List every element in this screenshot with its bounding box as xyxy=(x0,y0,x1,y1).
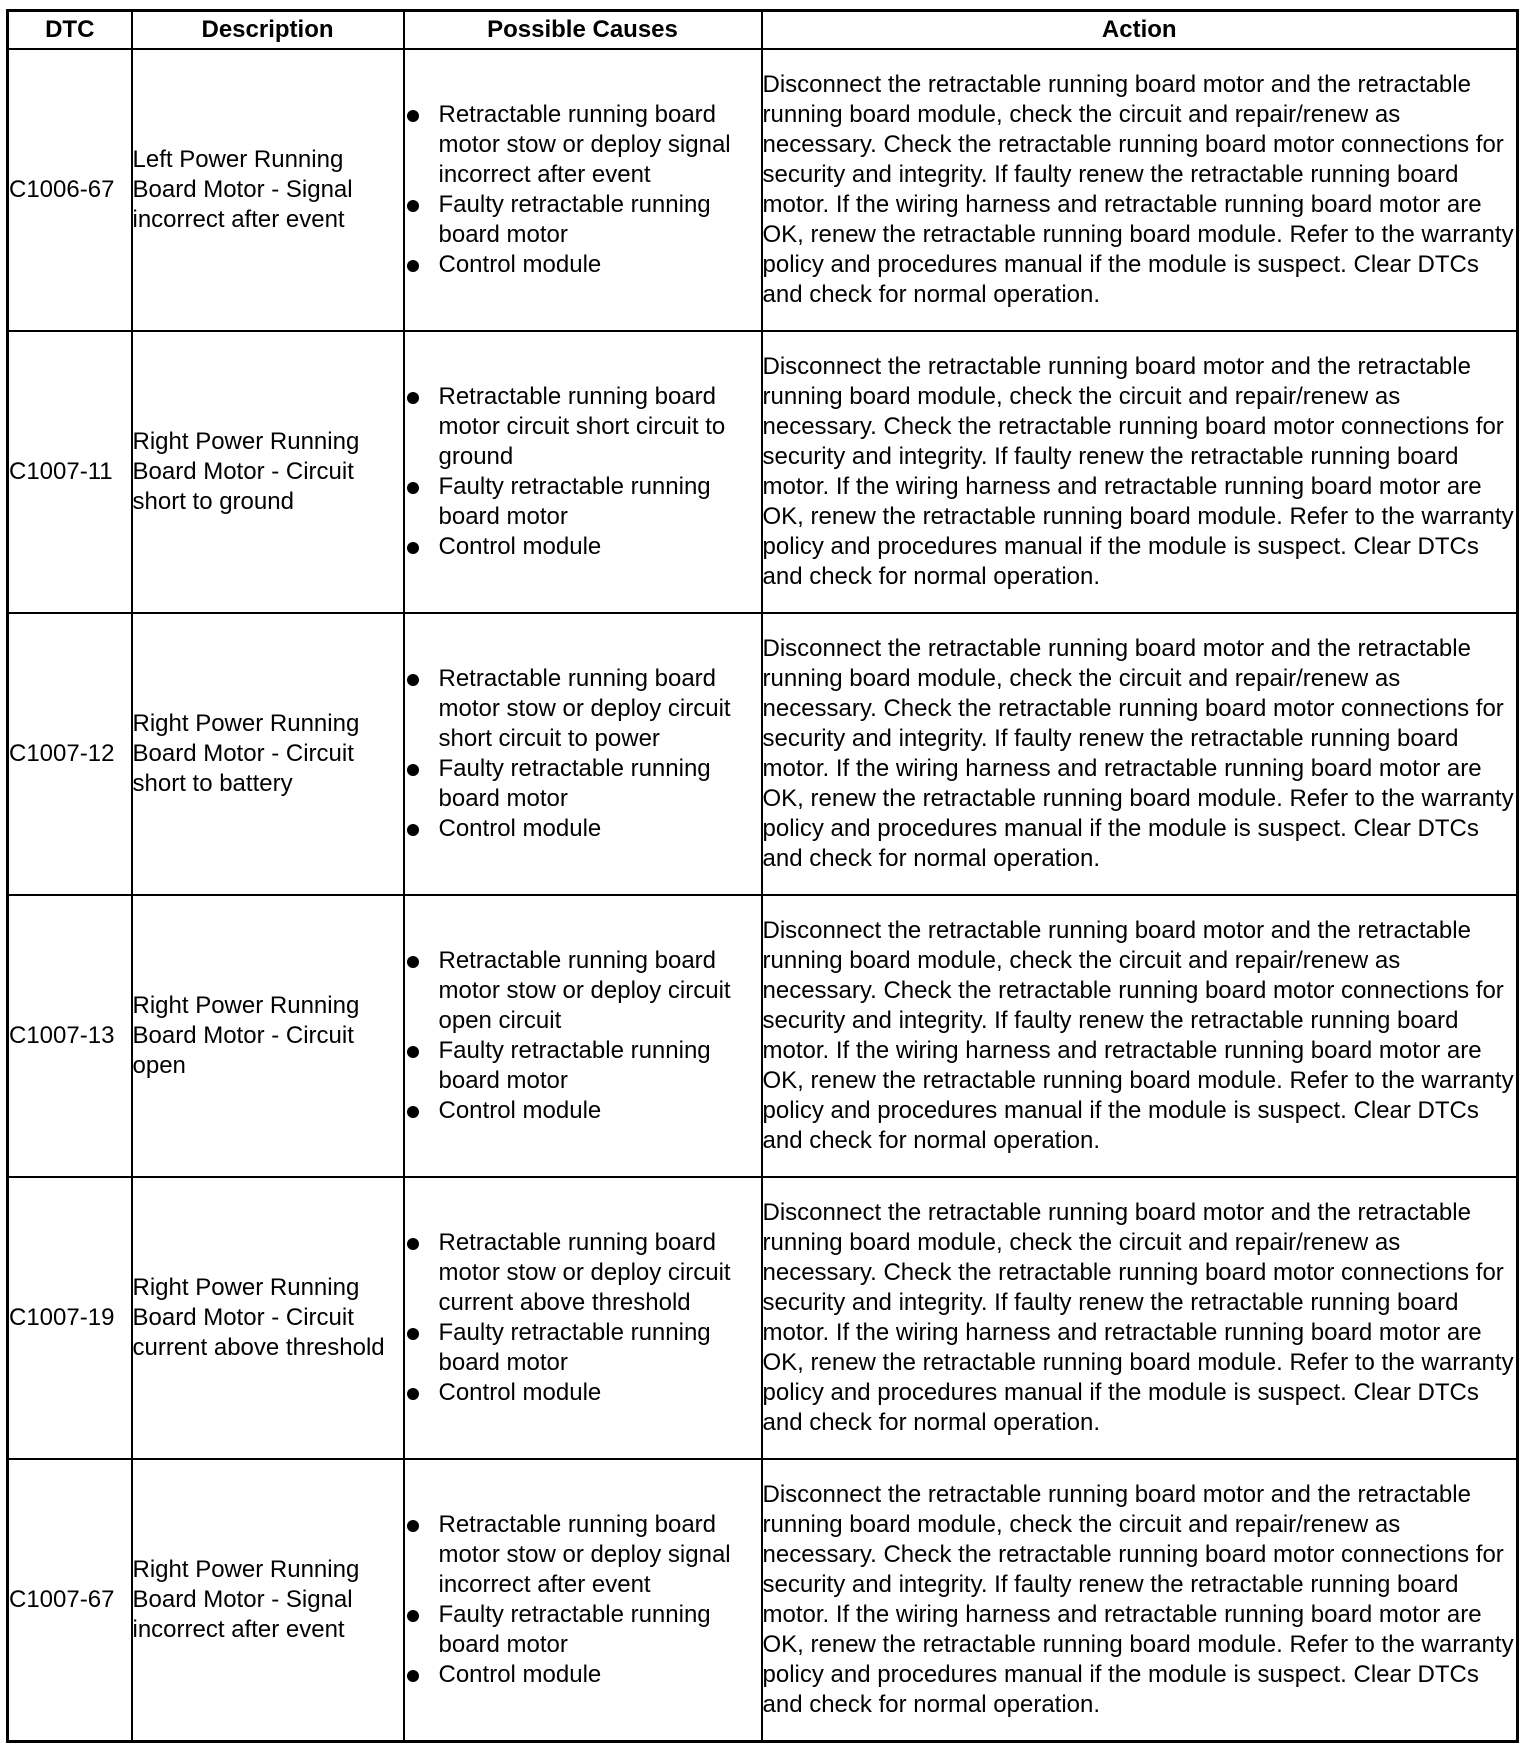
cause-item xyxy=(405,1096,761,1126)
table-row xyxy=(8,1459,1518,1742)
dtc-description: Right Power Running Board Motor - Circuit short to battery xyxy=(132,613,404,895)
cause-text: Retractable running board motor circuit short circuit to ground xyxy=(438,383,726,470)
dtc-code: C1007-19 xyxy=(8,1177,132,1459)
possible-causes xyxy=(404,613,762,895)
dtc-table xyxy=(6,9,1519,1743)
bullet-icon xyxy=(407,392,419,404)
header-action: Action xyxy=(762,11,1518,50)
dtc-description: Right Power Running Board Motor - Signal incorrect after event xyxy=(132,1459,404,1742)
header-dtc: DTC xyxy=(8,11,132,50)
bullet-icon xyxy=(407,542,419,554)
possible-causes xyxy=(404,1459,762,1742)
header-description: Description xyxy=(132,11,404,50)
cause-item xyxy=(405,814,761,844)
header-row xyxy=(8,11,1518,50)
action-text: Disconnect the retractable running board motor and the retractable running board module, check the circuit and repair/renew as necessary. Check the retractable running board motor connections for security and integrity. If faulty renew the retractable running board motor. If the wiring harness and retractable running board motor are OK, renew the retractable running board module. Refer to the warranty policy and procedures manual if the module is suspect. Clear DTCs and check for normal operation. xyxy=(762,1459,1518,1742)
causes-list xyxy=(405,382,761,562)
table-row xyxy=(8,331,1518,613)
dtc-description: Right Power Running Board Motor - Circuit current above threshold xyxy=(132,1177,404,1459)
dtc-code: C1007-11 xyxy=(8,331,132,613)
cause-text: Retractable running board motor stow or deploy signal incorrect after event xyxy=(438,1511,731,1598)
cause-text: Faulty retractable running board motor xyxy=(438,1319,711,1376)
cause-text: Control module xyxy=(438,1097,602,1124)
cause-item xyxy=(405,1660,761,1690)
causes-list xyxy=(405,1510,761,1690)
action-text: Disconnect the retractable running board motor and the retractable running board module, check the circuit and repair/renew as necessary. Check the retractable running board motor connections for security and integrity. If faulty renew the retractable running board motor. If the wiring harness and retractable running board motor are OK, renew the retractable running board module. Refer to the warranty policy and procedures manual if the module is suspect. Clear DTCs and check for normal operation. xyxy=(762,895,1518,1177)
cause-text: Control module xyxy=(438,533,602,560)
cause-item xyxy=(405,1318,761,1378)
cause-text: Retractable running board motor stow or deploy signal incorrect after event xyxy=(438,101,731,188)
dtc-description: Right Power Running Board Motor - Circuit short to ground xyxy=(132,331,404,613)
dtc-code: C1007-13 xyxy=(8,895,132,1177)
bullet-icon xyxy=(407,1610,419,1622)
cause-item xyxy=(405,1228,761,1318)
dtc-description: Left Power Running Board Motor - Signal incorrect after event xyxy=(132,49,404,331)
causes-list xyxy=(405,946,761,1126)
possible-causes xyxy=(404,49,762,331)
cause-item xyxy=(405,472,761,532)
cause-text: Control module xyxy=(438,1661,602,1688)
bullet-icon xyxy=(407,1046,419,1058)
causes-list xyxy=(405,100,761,280)
bullet-icon xyxy=(407,1106,419,1118)
cause-item xyxy=(405,1378,761,1408)
dtc-code: C1007-12 xyxy=(8,613,132,895)
bullet-icon xyxy=(407,482,419,494)
cause-item xyxy=(405,190,761,250)
cause-text: Retractable running board motor stow or deploy circuit open circuit xyxy=(438,947,731,1034)
bullet-icon xyxy=(407,1328,419,1340)
cause-text: Retractable running board motor stow or deploy circuit short circuit to power xyxy=(438,665,731,752)
bullet-icon xyxy=(407,200,419,212)
cause-item xyxy=(405,1600,761,1660)
action-text: Disconnect the retractable running board motor and the retractable running board module, check the circuit and repair/renew as necessary. Check the retractable running board motor connections for security and integrity. If faulty renew the retractable running board motor. If the wiring harness and retractable running board motor are OK, renew the retractable running board module. Refer to the warranty policy and procedures manual if the module is suspect. Clear DTCs and check for normal operation. xyxy=(762,331,1518,613)
cause-text: Retractable running board motor stow or deploy circuit current above threshold xyxy=(438,1229,731,1316)
dtc-code: C1006-67 xyxy=(8,49,132,331)
table-row xyxy=(8,1177,1518,1459)
table-row xyxy=(8,895,1518,1177)
cause-text: Control module xyxy=(438,251,602,278)
cause-item xyxy=(405,382,761,472)
cause-text: Control module xyxy=(438,1379,602,1406)
cause-text: Faulty retractable running board motor xyxy=(438,473,711,530)
cause-item xyxy=(405,250,761,280)
possible-causes xyxy=(404,331,762,613)
cause-text: Faulty retractable running board motor xyxy=(438,755,711,812)
bullet-icon xyxy=(407,956,419,968)
cause-text: Faulty retractable running board motor xyxy=(438,1037,711,1094)
bullet-icon xyxy=(407,1520,419,1532)
cause-item xyxy=(405,532,761,562)
bullet-icon xyxy=(407,674,419,686)
action-text: Disconnect the retractable running board motor and the retractable running board module, check the circuit and repair/renew as necessary. Check the retractable running board motor connections for security and integrity. If faulty renew the retractable running board motor. If the wiring harness and retractable running board motor are OK, renew the retractable running board module. Refer to the warranty policy and procedures manual if the module is suspect. Clear DTCs and check for normal operation. xyxy=(762,613,1518,895)
cause-text: Control module xyxy=(438,815,602,842)
dtc-description: Right Power Running Board Motor - Circuit open xyxy=(132,895,404,1177)
table-row xyxy=(8,613,1518,895)
cause-text: Faulty retractable running board motor xyxy=(438,191,711,248)
table-row xyxy=(8,49,1518,331)
action-text: Disconnect the retractable running board motor and the retractable running board module, check the circuit and repair/renew as necessary. Check the retractable running board motor connections for security and integrity. If faulty renew the retractable running board motor. If the wiring harness and retractable running board motor are OK, renew the retractable running board module. Refer to the warranty policy and procedures manual if the module is suspect. Clear DTCs and check for normal operation. xyxy=(762,49,1518,331)
possible-causes xyxy=(404,895,762,1177)
bullet-icon xyxy=(407,1238,419,1250)
dtc-code: C1007-67 xyxy=(8,1459,132,1742)
cause-item xyxy=(405,754,761,814)
cause-text: Faulty retractable running board motor xyxy=(438,1601,711,1658)
cause-item xyxy=(405,946,761,1036)
cause-item xyxy=(405,1510,761,1600)
cause-item xyxy=(405,100,761,190)
bullet-icon xyxy=(407,1670,419,1682)
causes-list xyxy=(405,664,761,844)
action-text: Disconnect the retractable running board motor and the retractable running board module, check the circuit and repair/renew as necessary. Check the retractable running board motor connections for security and integrity. If faulty renew the retractable running board motor. If the wiring harness and retractable running board motor are OK, renew the retractable running board module. Refer to the warranty policy and procedures manual if the module is suspect. Clear DTCs and check for normal operation. xyxy=(762,1177,1518,1459)
bullet-icon xyxy=(407,260,419,272)
bullet-icon xyxy=(407,110,419,122)
causes-list xyxy=(405,1228,761,1408)
cause-item xyxy=(405,1036,761,1096)
header-possible-causes: Possible Causes xyxy=(404,11,762,50)
possible-causes xyxy=(404,1177,762,1459)
cause-item xyxy=(405,664,761,754)
bullet-icon xyxy=(407,1388,419,1400)
bullet-icon xyxy=(407,824,419,836)
bullet-icon xyxy=(407,764,419,776)
